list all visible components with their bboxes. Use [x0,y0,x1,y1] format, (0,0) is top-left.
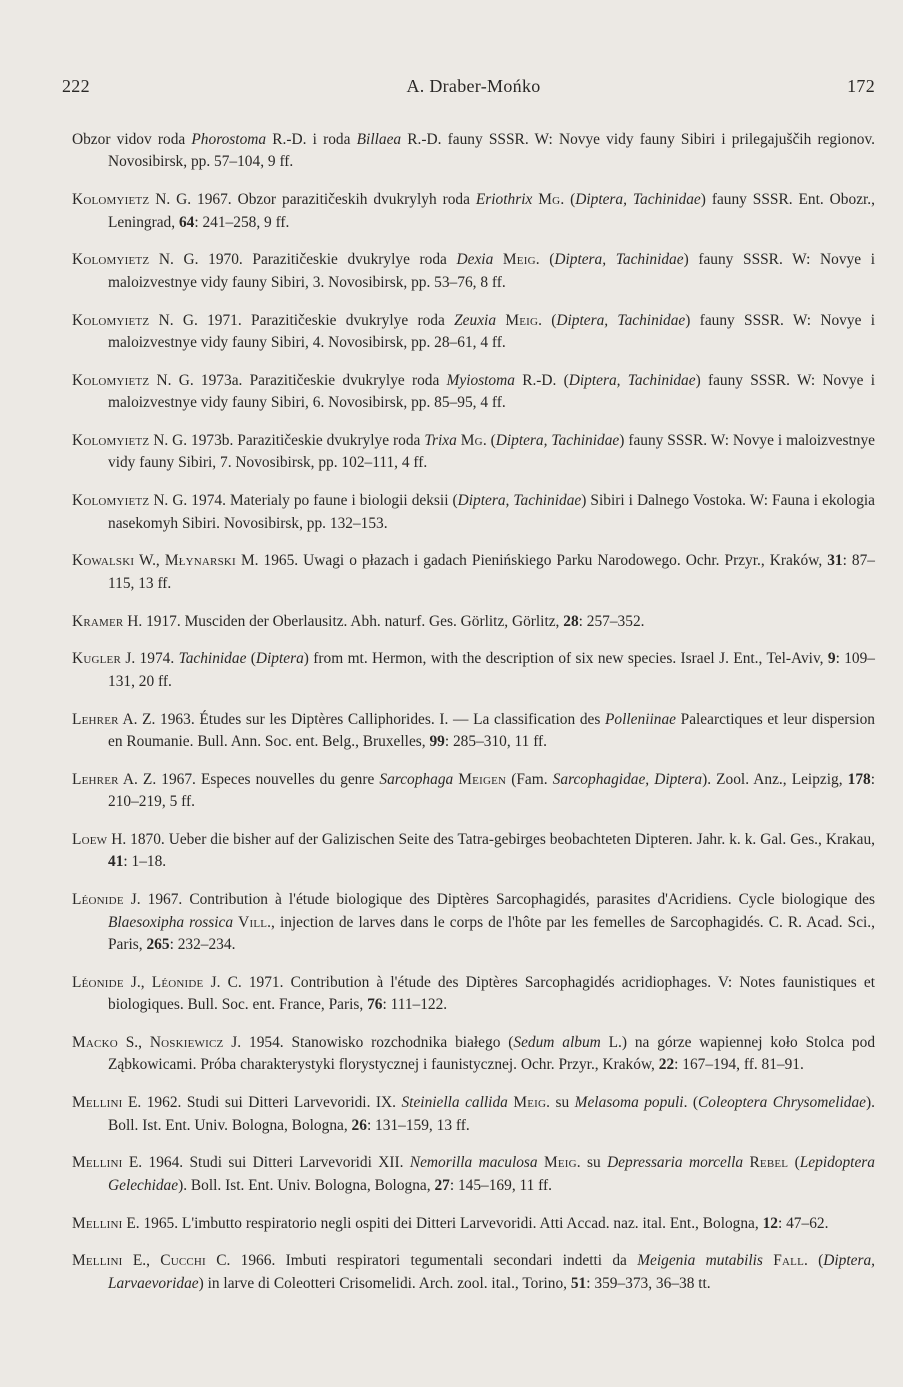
italic-text: Depressaria morcella [607,1154,744,1172]
italic-text: Melasoma populi [574,1094,684,1112]
running-header [62,70,875,102]
reference-text: Palearctiques et leur dispersion en Roumanie. Bull. Ann. Soc. ent. Belg., Bruxelles, [108,710,875,751]
volume-number: 31 [827,552,843,570]
author-name: Noskiewicz [149,1034,224,1052]
reference-entry [72,829,875,874]
reference-text: ) fauny SSSR. W: Novye i maloizvestnye vidy fauny Sibiri, 7. Novosibirsk, pp. 102–111, 4 ff. [108,432,875,472]
reference-entry [72,769,875,814]
reference-text: N. G. 1974. Materialy po faune i biologii deksii ( [149,492,458,510]
volume-number: 64 [178,213,195,231]
italic-text: Nemorilla maculosa [409,1154,538,1172]
reference-entry [72,889,875,956]
reference-text: H. 1870. Ueber die bisher auf der Galizischen Seite des Tatra-gebirges beobachteten Dipteren. Jahr. k. k. Gal. Ges., Krakau, [107,831,875,849]
italic-text: Lepidoptera Gelechidae [108,1154,875,1194]
italic-text: Diptera [255,650,304,668]
author-name: Meig [513,1094,547,1112]
author-name: Léonide [72,973,124,991]
author-name: Mellini [72,1214,123,1232]
reference-entry [72,189,875,234]
reference-text: J., [123,973,152,991]
reference-text: C. 1966. Imbuti respiratori tegumentali secondari indetti da [205,1252,638,1270]
reference-entry [72,1250,875,1295]
reference-text: E., [122,1252,161,1270]
reference-entry [72,249,875,294]
italic-text: Billaea [356,131,402,148]
reference-list [72,129,875,1295]
italic-text: Diptera, Tachinidae [554,251,684,269]
reference-text: : 145–169, 11 ff. [449,1176,553,1194]
reference-text: R.-D. i roda [266,131,357,148]
reference-text: ) fauny SSSR. W: Novye i maloizvestnye vidy fauny Sibiri, 4. Novosibirsk, pp. 28–61, 4 ff. [108,311,875,352]
reference-text: . su [546,1094,575,1112]
reference-text: . su [576,1154,608,1172]
volume-number: 265 [146,936,170,954]
italic-text: Diptera, Larvaevoridae [108,1252,876,1292]
reference-entry [72,490,875,535]
reference-text: ). Zool. Anz., Leipzig, [702,770,848,788]
reference-text: N. G. 1973b. Parazitičeskie dvukrylye roda [149,432,425,450]
reference-text: . ( [804,1252,824,1270]
reference-entry [72,430,875,475]
reference-text [493,251,503,268]
reference-text: : 257–352. [578,612,645,630]
reference-text: ). Boll. Ist. Ent. Univ. Bologna, Bologna, [178,1176,435,1194]
italic-text: Blaesoxipha rossica [108,913,234,931]
italic-text: Sedum album [513,1034,601,1052]
reference-text: ) fauny SSSR. W: Novye i maloizvestnye vidy fauny Sibiri, 3. Novosibirsk, pp. 53–76, 8 ff. [108,251,875,291]
volume-number: 9 [827,650,836,668]
italic-text: Diptera, Tachinidae [495,432,620,450]
author-name: Rebel [749,1154,789,1172]
author-name: Mellini [72,1154,123,1172]
author-name: Meigen [458,770,507,788]
volume-number: 28 [563,612,579,630]
italic-text: Diptera, Tachinidae [556,311,686,329]
author-name: Lehrer [72,710,119,728]
italic-text: Diptera, Tachinidae [575,191,701,209]
reference-text: . ( [535,251,555,269]
reference-text: : 87–115, 13 ff. [108,552,875,592]
reference-text: . ( [482,432,496,450]
author-name: Meig [505,311,539,329]
reference-entry [72,1092,875,1137]
reference-entry [72,1032,875,1077]
reference-text: (Fam. [506,770,553,788]
author-name: Mg [460,432,483,450]
author-name: Macko [72,1034,118,1052]
reference-text: ) Sibiri i Dalnego Vostoka. W: Fauna i ekologia nasekomyh Sibiri. Novosibirsk, pp. 132–153. [108,492,875,532]
author-name: Kugler [72,650,121,668]
volume-number: 26 [351,1116,367,1134]
reference-text: ) from mt. Hermon, with the description of six new species. Israel J. Ent., Tel-Aviv, [303,650,828,668]
reference-text: : 241–258, 9 ff. [194,213,290,231]
reference-text: E. 1962. Studi sui Ditteri Larvevoridi. IX. [122,1094,402,1112]
italic-text: Polleniinae [605,710,676,728]
volume-number: 99 [429,733,445,751]
reference-text: . ( [538,311,557,329]
reference-text: : 285–310, 11 ff. [444,733,548,751]
italic-text: Zeuxia [454,311,497,329]
reference-text [763,1252,773,1269]
italic-text: Steiniella callida [401,1094,508,1112]
author-name: Vill [238,913,268,931]
reference-text: N. G. 1967. Obzor parazitičeskih dvukrylyh roda [149,191,476,209]
reference-text: Obzor vidov roda [72,131,192,148]
reference-text: ( [788,1154,800,1172]
reference-text: ). Boll. Ist. Ent. Univ. Bologna, Bologna, [108,1094,875,1134]
reference-entry [72,611,875,633]
reference-text: J. 1967. Contribution à l'étude biologique des Diptères Sarcophagidés, parasites d'Acridiens. Cycle biologique des [123,891,875,909]
volume-number: 12 [762,1214,778,1232]
author-name: Młynarski [164,552,236,570]
reference-text: : 131–159, 13 ff. [366,1116,470,1134]
volume-number: 41 [108,853,124,871]
volume-number: 76 [367,996,383,1014]
italic-text: Dexia [456,251,494,269]
page-number-right: 172 [847,76,875,96]
reference-entry [72,370,875,415]
author-name: Kramer [72,612,124,630]
author-name: Cucchi [160,1252,206,1270]
reference-text: L.) na górze wapiennej koło Stolca pod Ząbkowicami. Próba charakterystyki florystycznej i faunistycznej. Ochr. Przyr., Kraków, [108,1034,876,1074]
page-number-left: 222 [62,76,90,96]
reference-entry [72,972,875,1017]
reference-entry [72,648,875,693]
reference-text: H. 1917. Musciden der Oberlausitz. Abh. naturf. Ges. Görlitz, Görlitz, [123,612,564,630]
reference-text: R.-D. ( [514,371,569,389]
italic-text: Tachinidae [178,650,247,668]
author-name: Meig [543,1154,577,1172]
volume-number: 51 [570,1274,587,1292]
italic-text: Sarcophagidae, Diptera [552,770,703,788]
reference-text: W., [134,552,165,570]
italic-text: Diptera, Tachinidae [568,371,696,389]
reference-text: : 359–373, 36–38 tt. [586,1274,711,1292]
reference-text: A. Z. 1963. Études sur les Diptères Calliphorides. I. — La classification des [118,710,606,728]
author-name: Kolomyietz [72,311,150,329]
author-name: Mellini [72,1094,123,1112]
author-name: Mellini [72,1252,123,1270]
reference-text: A. Z. 1967. Especes nouvelles du genre [118,770,380,788]
reference-entry [72,310,875,355]
author-name: Mg [538,191,561,209]
reference-entry [72,709,875,754]
author-name: Kowalski [72,552,135,570]
volume-number: 22 [658,1056,675,1074]
italic-text: Eriothrix [475,191,533,209]
reference-text: ., injection de larves dans le corps de l'hôte par les femelles de Sarcophagidés. C. R. Acad. Sci., Paris, [108,913,875,954]
volume-number: 178 [847,770,871,788]
reference-text: : 47–62. [777,1214,829,1232]
reference-entry [72,129,875,174]
italic-text: Coleoptera Chrysomelidae [698,1094,866,1112]
reference-text: N. G. 1971. Parazitičeskie dvukrylye roda [149,311,455,329]
italic-text: Sarcophaga [379,770,454,788]
reference-text: S., [117,1034,150,1052]
italic-text: Myiostoma [446,371,515,389]
author-name: Lehrer [72,770,119,788]
author-name: Kolomyietz [72,191,150,209]
reference-text: : 109–131, 20 ff. [108,650,875,690]
reference-text: E. 1964. Studi sui Ditteri Larvevoridi XII. [122,1154,410,1172]
reference-text: N. G. 1970. Parazitičeskie dvukrylye roda [149,251,457,269]
reference-text: M. 1965. Uwagi o płazach i gadach Pienińskiego Parku Narodowego. Ochr. Przyr., Kraków, [235,552,828,570]
reference-text: J. C. 1971. Contribution à l'étude des Diptères Sarcophagidés acridiophages. V: Notes faunistiques et biologiques. Bull. Soc. ent. France, Paris, [108,973,875,1014]
author-name: Meig [502,251,536,269]
italic-text: Meigenia mutabilis [637,1252,763,1270]
reference-text: . ( [560,191,576,209]
author-name: Kolomyietz [72,251,150,269]
author-name: Léonide [72,891,124,909]
reference-text: R.-D. fauny SSSR. W: Novye vidy fauny Sibiri i prilegajuščih regionov. Novosibirsk, pp. 57–104, 9 ff. [108,131,876,171]
reference-text: : 111–122. [382,996,448,1014]
reference-text [496,312,505,329]
reference-text: E. 1965. L'imbutto respiratorio negli ospiti dei Ditteri Larvevoridi. Atti Accad. naz. ital. Ent., Bologna, [122,1214,763,1232]
reference-text: ) fauny SSSR. W: Novye i maloizvestnye vidy fauny Sibiri, 6. Novosibirsk, pp. 85–95, 4 ff. [108,371,875,412]
reference-text: ) in larve di Coleotteri Crisomelidi. Arch. zool. ital., Torino, [198,1274,571,1292]
reference-text: : 210–219, 5 ff. [108,770,876,811]
volume-number: 27 [434,1176,450,1194]
author-name: Kolomyietz [72,371,150,389]
author-name: Fall [773,1252,804,1270]
reference-text: N. G. 1973a. Parazitičeskie dvukrylye roda [149,371,447,389]
author-name: Loew [72,831,108,849]
reference-entry [72,550,875,595]
running-author: A. Draber-Mońko [406,76,541,96]
italic-text: Trixa [424,432,457,450]
reference-text: : 232–234. [169,936,236,954]
author-name: Kolomyietz [72,492,150,510]
reference-text: ) fauny SSSR. Ent. Obozr., Leningrad, [108,191,875,231]
reference-text: ( [246,650,256,668]
italic-text: Phorostoma [191,131,267,148]
author-name: Léonide [151,973,204,991]
reference-text: : 1–18. [123,853,167,871]
reference-text: : 167–194, ff. 81–91. [674,1056,804,1074]
reference-entry [72,1152,875,1197]
reference-text: . ( [683,1094,699,1112]
reference-text: J. 1974. [120,650,179,668]
reference-entry [72,1213,875,1235]
reference-text: J. 1954. Stanowisko rozchodnika białego ( [223,1034,514,1052]
author-name: Kolomyietz [72,432,150,450]
italic-text: Diptera, Tachinidae [457,492,582,510]
